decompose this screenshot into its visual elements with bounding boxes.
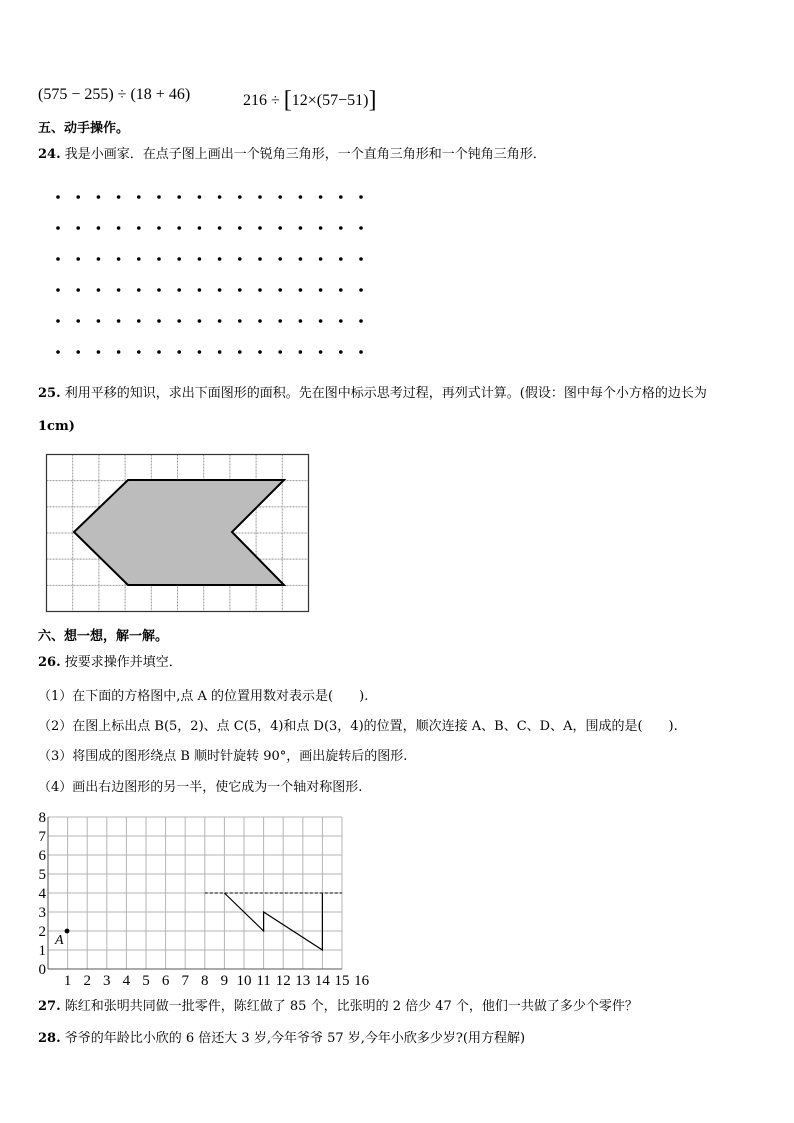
grid-dot: [238, 288, 242, 292]
grid-dot: [137, 288, 141, 292]
grid-dot: [157, 226, 161, 230]
grid-dot: [76, 226, 80, 230]
dot-grid[interactable]: [0, 0, 794, 380]
grid-dot: [258, 226, 262, 230]
x-tick-label: 8: [201, 973, 209, 989]
grid-dot: [278, 257, 282, 261]
question-26-sub1: （1）在下面的方格图中,点 A 的位置用数对表示是( ).: [38, 689, 369, 704]
question-24-number: 24.: [38, 147, 61, 162]
shaded-arrow-shape: [74, 480, 284, 585]
question-27-number: 27.: [38, 999, 61, 1014]
x-tick-label: 4: [122, 973, 131, 989]
grid-dot: [258, 195, 262, 199]
x-tick-label: 5: [142, 973, 150, 989]
grid-dot: [278, 226, 282, 230]
grid-dot: [157, 257, 161, 261]
y-tick-label: 2: [38, 924, 46, 940]
grid-dot: [56, 288, 60, 292]
coordinate-grid[interactable]: [0, 800, 400, 992]
grid-dot: [56, 350, 60, 354]
expression-2-close-bracket: ]: [368, 87, 377, 113]
x-tick-label: 12: [275, 973, 291, 989]
grid-dot: [218, 350, 222, 354]
question-27-text: 陈红和张明共同做一批零件，陈红做了 85 个，比张明的 2 倍少 47 个，他们一共做了多少个零件？: [64, 999, 638, 1014]
question-26: [38, 656, 182, 669]
x-tick-label: 7: [181, 973, 189, 989]
grid-dot: [117, 195, 121, 199]
grid-dot: [198, 257, 202, 261]
grid-dot: [339, 288, 343, 292]
grid-dot: [359, 226, 363, 230]
x-tick-label: 11: [256, 973, 271, 989]
grid-dot: [117, 319, 121, 323]
grid-dot: [299, 195, 303, 199]
grid-dot: [177, 350, 181, 354]
grid-dot: [157, 195, 161, 199]
point-a-dot: [65, 929, 70, 934]
grid-dot: [319, 226, 323, 230]
grid-dot: [56, 226, 60, 230]
grid-dot: [97, 195, 101, 199]
grid-dot: [198, 195, 202, 199]
grid-dot: [299, 257, 303, 261]
grid-dot: [299, 288, 303, 292]
grid-dot: [76, 319, 80, 323]
grid-dot: [177, 257, 181, 261]
grid-dot: [238, 195, 242, 199]
grid-dot: [97, 288, 101, 292]
y-tick-label: 3: [38, 905, 46, 921]
grid-dot: [278, 319, 282, 323]
x-tick-label: 2: [83, 973, 91, 989]
grid-dot: [177, 195, 181, 199]
grid-dot: [238, 350, 242, 354]
grid-dot: [238, 257, 242, 261]
grid-dot: [56, 195, 60, 199]
grid-dot: [278, 288, 282, 292]
grid-dot: [177, 288, 181, 292]
x-tick-label: 14: [314, 973, 330, 989]
grid-dot: [319, 350, 323, 354]
grid-dot: [299, 226, 303, 230]
question-28: [38, 1032, 525, 1045]
grid-dot: [218, 195, 222, 199]
question-25: [38, 387, 707, 400]
question-25-text: 利用平移的知识，求出下面图形的面积。先在图中标示思考过程，再列式计算。(假设：图中每个小方格的边长为: [64, 386, 707, 401]
x-tick-label: 1: [63, 973, 72, 989]
grid-dot: [359, 195, 363, 199]
grid-dot: [97, 350, 101, 354]
half-shape-polyline: [224, 893, 322, 950]
grid-dot: [137, 257, 141, 261]
expression-1: (575 − 255) ÷ (18 + 46): [38, 86, 191, 103]
grid-dot: [299, 319, 303, 323]
grid-dot: [319, 319, 323, 323]
grid-dot: [137, 195, 141, 199]
y-tick-label: 5: [38, 867, 46, 883]
x-tick-label: 3: [103, 973, 111, 989]
grid-dot: [258, 319, 262, 323]
grid-dot: [97, 257, 101, 261]
grid-dot: [278, 195, 282, 199]
x-tick-label: 10: [236, 973, 252, 989]
grid-dot: [238, 226, 242, 230]
y-tick-label: 4: [38, 886, 46, 902]
section-6-title: 六、想一想，解一解。: [38, 629, 169, 644]
y-tick-label: 7: [38, 829, 46, 845]
grid-dot: [76, 350, 80, 354]
grid-dot: [76, 288, 80, 292]
grid-dot: [157, 288, 161, 292]
question-26-sub3: （3）将围成的图形绕点 B 顺时针旋转 90°，画出旋转后的图形.: [38, 749, 408, 764]
grid-dot: [117, 226, 121, 230]
y-tick-label: 6: [38, 848, 46, 864]
grid-dot: [97, 319, 101, 323]
grid-dot: [56, 319, 60, 323]
grid-dot: [359, 288, 363, 292]
grid-dot: [218, 288, 222, 292]
grid-dot: [76, 195, 80, 199]
grid-dot: [157, 319, 161, 323]
x-tick-label: 15: [334, 973, 350, 989]
grid-dot: [157, 350, 161, 354]
grid-dot: [137, 226, 141, 230]
grid-dot: [198, 288, 202, 292]
grid-dot: [278, 350, 282, 354]
grid-dot: [258, 257, 262, 261]
shape-grid[interactable]: [44, 452, 312, 616]
grid-dot: [198, 319, 202, 323]
grid-dot: [218, 226, 222, 230]
grid-dot: [359, 319, 363, 323]
grid-dot: [117, 288, 121, 292]
grid-dot: [339, 350, 343, 354]
question-28-text: 爷爷的年龄比小欣的 6 倍还大 3 岁,今年爷爷 57 岁,今年小欣多少岁?(用方程解): [64, 1031, 526, 1046]
question-25-text-line2: 1cm): [38, 419, 75, 434]
grid-dot: [97, 226, 101, 230]
question-28-number: 28.: [38, 1031, 61, 1046]
grid-dot: [319, 195, 323, 199]
x-tick-label: 6: [161, 973, 170, 989]
x-tick-label: 16: [354, 973, 370, 989]
question-27: [38, 1000, 638, 1013]
grid-dot: [238, 319, 242, 323]
grid-dot: [319, 288, 323, 292]
question-26-sub4: （4）画出右边图形的另一半，使它成为一个轴对称图形.: [38, 780, 363, 795]
expression-2-prefix: 216 ÷: [243, 92, 280, 109]
grid-dot: [339, 257, 343, 261]
question-26-sub2: （2）在图上标出点 B(5，2)、点 C(5，4)和点 D(3，4)的位置，顺次连接 A、B、C、D、A，围成的是( ).: [38, 719, 678, 734]
x-tick-label: 13: [295, 973, 311, 989]
question-26-number: 26.: [38, 655, 61, 670]
grid-dot: [177, 226, 181, 230]
grid-dot: [319, 257, 323, 261]
grid-dot: [359, 350, 363, 354]
grid-dot: [56, 257, 60, 261]
grid-dot: [339, 319, 343, 323]
y-tick-label: 1: [38, 943, 46, 959]
grid-dot: [258, 350, 262, 354]
question-26-text: 按要求操作并填空．: [64, 655, 182, 670]
grid-dot: [137, 350, 141, 354]
grid-dot: [198, 350, 202, 354]
grid-dot: [339, 195, 343, 199]
grid-dot: [218, 257, 222, 261]
y-tick-label: 8: [38, 810, 46, 826]
expression-2-open-bracket: [: [283, 87, 292, 113]
grid-dot: [218, 319, 222, 323]
grid-dot: [117, 257, 121, 261]
grid-dot: [359, 257, 363, 261]
grid-dot: [198, 226, 202, 230]
grid-dot: [258, 288, 262, 292]
grid-dot: [117, 350, 121, 354]
section-5-title: 五、动手操作。: [38, 121, 130, 136]
grid-dot: [76, 257, 80, 261]
x-tick-label: 9: [220, 973, 229, 989]
grid-dot: [177, 319, 181, 323]
y-tick-label: 0: [38, 962, 46, 978]
grid-dot: [299, 350, 303, 354]
expression-2-inner: 12×(57−51): [291, 92, 369, 109]
question-24-text: 我是小画家．在点子图上画出一个锐角三角形，一个直角三角形和一个钝角三角形．: [64, 147, 546, 162]
point-a-label: A: [55, 933, 64, 948]
grid-dot: [137, 319, 141, 323]
grid-dot: [339, 226, 343, 230]
question-25-number: 25.: [38, 386, 61, 401]
